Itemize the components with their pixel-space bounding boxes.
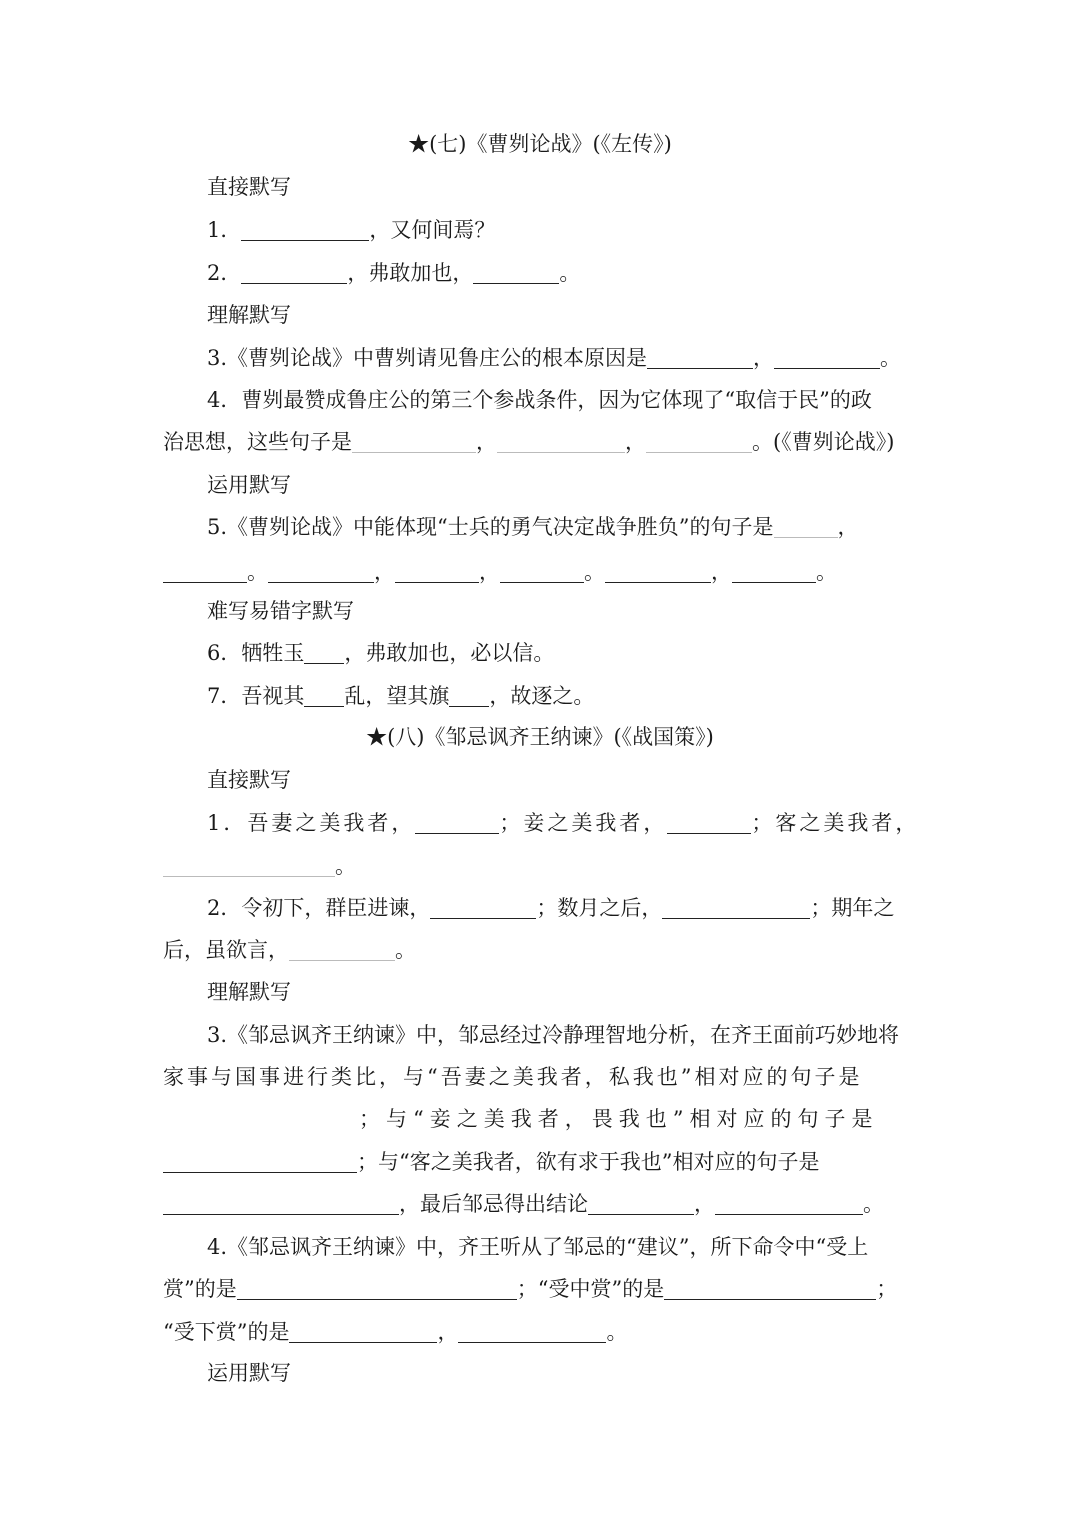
question-2-line-1: 2．令初下，群臣进谏， ；数月之后， ；期年之: [207, 896, 895, 920]
question-4-line-1: 4．曹刿最赞成鲁庄公的第三个参战条件，因为它体现了“取信于民”的政: [207, 388, 872, 412]
answer-blank[interactable]: [289, 939, 395, 961]
answer-blank[interactable]: [163, 855, 335, 877]
answer-blank[interactable]: [588, 1193, 694, 1215]
answer-blank[interactable]: [163, 1108, 359, 1130]
answer-blank[interactable]: [304, 685, 344, 707]
question-5-line-2: 。 ， ， 。 ， 。: [0, 557, 1080, 587]
answer-blank[interactable]: [163, 1193, 399, 1215]
answer-blank[interactable]: [241, 219, 369, 241]
answer-blank[interactable]: [352, 431, 476, 453]
question-2: 2． ，弗敢加也， 。: [207, 261, 581, 285]
answer-blank[interactable]: [774, 516, 838, 538]
answer-blank[interactable]: [304, 642, 344, 664]
answer-blank[interactable]: [395, 561, 479, 583]
answer-blank[interactable]: [664, 1278, 876, 1300]
answer-blank[interactable]: [732, 561, 816, 583]
subheading-understand: 理解默写: [207, 303, 291, 327]
subheading-understand: 理解默写: [207, 980, 291, 1004]
subheading-hard-chars: 难写易错字默写: [207, 599, 354, 623]
question-1: 1． ，又何间焉？: [207, 218, 496, 242]
answer-blank[interactable]: [497, 431, 625, 453]
question-1-line-2: 。: [0, 851, 1080, 881]
answer-blank[interactable]: [241, 262, 347, 284]
answer-blank[interactable]: [605, 561, 711, 583]
question-2-line-2: 后，虽欲言， 。: [163, 938, 416, 962]
answer-blank[interactable]: [458, 1321, 606, 1343]
answer-blank[interactable]: [237, 1278, 517, 1300]
subheading-direct: 直接默写: [207, 768, 291, 792]
section-title: ★(八)《邹忌讽齐王纳谏》(《战国策》): [366, 725, 714, 749]
question-4-line-1: 4.《邹忌讽齐王纳谏》中，齐王听从了邹忌的“建议”，所下命令中“受上: [207, 1235, 869, 1259]
question-4-line-2: 治思想，这些句子是 ， ， 。(《曹刿论战》): [163, 430, 895, 454]
question-7: 7．吾视其 乱，望其旗 ，故逐之。: [207, 684, 595, 708]
answer-blank[interactable]: [449, 685, 489, 707]
answer-blank[interactable]: [430, 897, 536, 919]
answer-blank[interactable]: [646, 431, 752, 453]
question-4-line-3: “受下赏”的是 ， 。: [163, 1320, 628, 1344]
question-5-line-1: 5.《曹刿论战》中能体现“士兵的勇气决定战争胜负”的句子是 ，: [207, 515, 859, 539]
question-3-line-2: 家事与国事进行类比，与“吾妻之美我者，私我也”相对应的句子是: [163, 1065, 863, 1089]
answer-blank[interactable]: [268, 561, 374, 583]
subheading-direct: 直接默写: [207, 175, 291, 199]
section-title: ★(七)《曹刿论战》(《左传》): [408, 132, 672, 156]
answer-blank[interactable]: [647, 347, 753, 369]
answer-blank[interactable]: [715, 1193, 863, 1215]
answer-blank[interactable]: [289, 1321, 437, 1343]
answer-blank[interactable]: [163, 561, 247, 583]
question-3-line-4: ；与“客之美我者，欲有求于我也”相对应的句子是: [0, 1147, 1080, 1177]
answer-blank[interactable]: [662, 897, 810, 919]
subheading-apply: 运用默写: [207, 473, 291, 497]
question-4-line-2: 赏”的是 ；“受中赏”的是 ；: [163, 1277, 898, 1301]
question-3-line-3: ；与“妾之美我者，畏我也”相对应的句子是: [0, 1104, 1080, 1134]
question-3: 3.《曹刿论战》中曹刿请见鲁庄公的根本原因是 ， 。: [207, 346, 902, 370]
question-3-line-1: 3.《邹忌讽齐王纳谏》中，邹忌经过冷静理智地分析，在齐王面前巧妙地将: [207, 1023, 900, 1047]
answer-blank[interactable]: [500, 561, 584, 583]
question-1-line-1: 1．吾妻之美我者， ；妾之美我者， ；客之美我者，: [207, 811, 920, 835]
answer-blank[interactable]: [473, 262, 559, 284]
subheading-apply: 运用默写: [207, 1361, 291, 1385]
answer-blank[interactable]: [667, 812, 751, 834]
question-3-line-5: ，最后邹忌得出结论 ， 。: [0, 1189, 1080, 1219]
answer-blank[interactable]: [163, 1151, 357, 1173]
answer-blank[interactable]: [415, 812, 499, 834]
answer-blank[interactable]: [774, 347, 880, 369]
question-6: 6．牺牲玉 ，弗敢加也，必以信。: [207, 641, 555, 665]
